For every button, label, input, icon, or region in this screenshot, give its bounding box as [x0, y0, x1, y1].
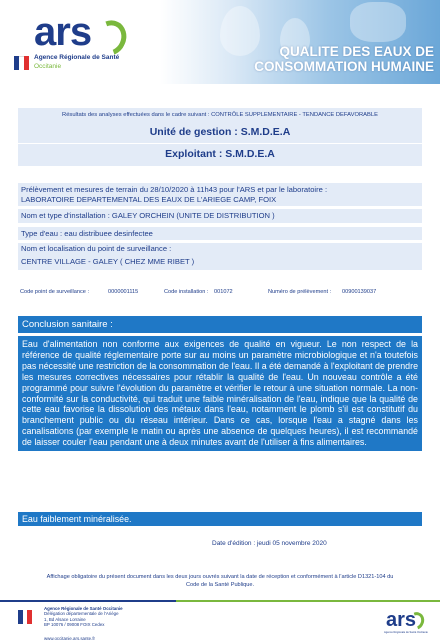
monitoring-point-value: CENTRE VILLAGE - GALEY ( CHEZ MME RIBET ) [21, 256, 195, 266]
analysis-context: Résultats des analyses effectuées dans le cadre suivant : CONTRÔLE SUPPLEMENTAIRE - TENDANCE DEFAVORABLE [18, 108, 422, 122]
water-type: Type d'eau : eau distribuee desinfectee [18, 227, 422, 240]
point-code-value: 0000001115 [108, 289, 139, 295]
footer-url[interactable]: www.occitanie.ars.sante.fr [44, 636, 95, 641]
sample-number-value: 00900139037 [342, 289, 377, 295]
title-line-1: QUALITE DES EAUX DE [279, 44, 434, 59]
conclusion-text: Eau d'alimentation non conforme aux exigences de qualité en vigueur. Le non respect de la référence de qualité réglementaire porte sur au moins un paramètre microbiologique et n'a toutefois pas nécessité une restriction de la consommation de l'eau. Il a été demandé à l'exploitant de prendre les mesures correctives nécessaires pour rétablir la qualité de l'eau. Un nouveau contrôle a été programmé pour suivre l'évolution du paramètre et vérifier le retour à une situation normale. La non-conformité sur la conductivité, qui traduit une faible minéralisation de l'eau, indique que la qualité de cette eau favorise la dissolution des métaux dans l'eau, notamment le plomb s'il est constitutif du branchement public ou du réseau intérieur. Dans ce cas, lorsque l'eau a stagné dans les canalisations (par exemple le matin ou après une absence de quelques heures), il est recommandé de laisser couler l'eau pendant une à deux minutes avant de l'utiliser à fins alimentaires. [18, 336, 422, 451]
operator: Exploitant : S.M.D.E.A [165, 148, 275, 160]
sampling-line-1: Prélèvement et mesures de terrain du 28/10/2020 à 11h43 pour l'ARS et par le laboratoire : [21, 185, 328, 194]
occitanie-flag-icon [14, 56, 28, 70]
mineralization-note: Eau faiblement minéralisée. [18, 512, 422, 526]
installation-code-value: 001072 [214, 289, 233, 295]
logo-subtitle: Agence Régionale de Santé [34, 54, 120, 61]
footer-address-line: Délégation départementale de l'Ariège [44, 611, 119, 617]
sampling-line-2: LABORATOIRE DEPARTEMENTAL DES EAUX DE L'ARIEGE CAMP, FOIX [21, 194, 277, 204]
conclusion-heading: Conclusion sanitaire : [18, 316, 422, 333]
installation-info: Nom et type d'installation : GALEY ORCHEIN (UNITE DE DISTRIBUTION ) [18, 209, 422, 223]
sample-number-label: Numéro de prélèvement : [268, 289, 332, 295]
ars-logo [8, 12, 128, 78]
footer-address-line: BP 10076 / 09008 FOIX Cedex [44, 621, 105, 627]
footer-address [44, 606, 123, 627]
footer-logo-subtitle: Agence Régionale de Santé Occitanie [384, 631, 428, 634]
installation-code-label: Code installation : [164, 289, 209, 295]
footer-ars-logo [380, 610, 430, 642]
logo-region: Occitanie [34, 63, 62, 70]
footer-stripe [0, 600, 440, 602]
edition-date: Date d'édition : jeudi 05 novembre 2020 [212, 540, 327, 547]
management-unit: Unité de gestion : S.M.D.E.A [149, 126, 291, 138]
title-line-2: CONSOMMATION HUMAINE [254, 59, 434, 74]
monitoring-point-label: Nom et localisation du point de surveillance : [21, 244, 172, 253]
page-header [0, 0, 440, 84]
posting-notice: Affichage obligatoire du présent document dans les deux jours ouvrés suivant la date de réception et conformément à l'article D1321-104 du Code de la Santé Publique. [46, 574, 394, 588]
point-code-label: Code point de surveillance : [20, 289, 90, 295]
monitoring-point [18, 243, 422, 270]
divider [18, 143, 422, 144]
management-box [18, 122, 422, 166]
sampling-info [18, 183, 422, 206]
footer-flag-icon [18, 610, 32, 624]
page-title [254, 44, 434, 74]
footer-address-line: Agence Régionale de Santé Occitanie [44, 606, 123, 611]
faucet-decoration [350, 2, 406, 42]
logo-wordmark: ars [34, 10, 92, 54]
footer-logo-wordmark: ars [386, 609, 417, 631]
footer-address-line: 1, Bd Alsace Lorraine [44, 616, 86, 622]
